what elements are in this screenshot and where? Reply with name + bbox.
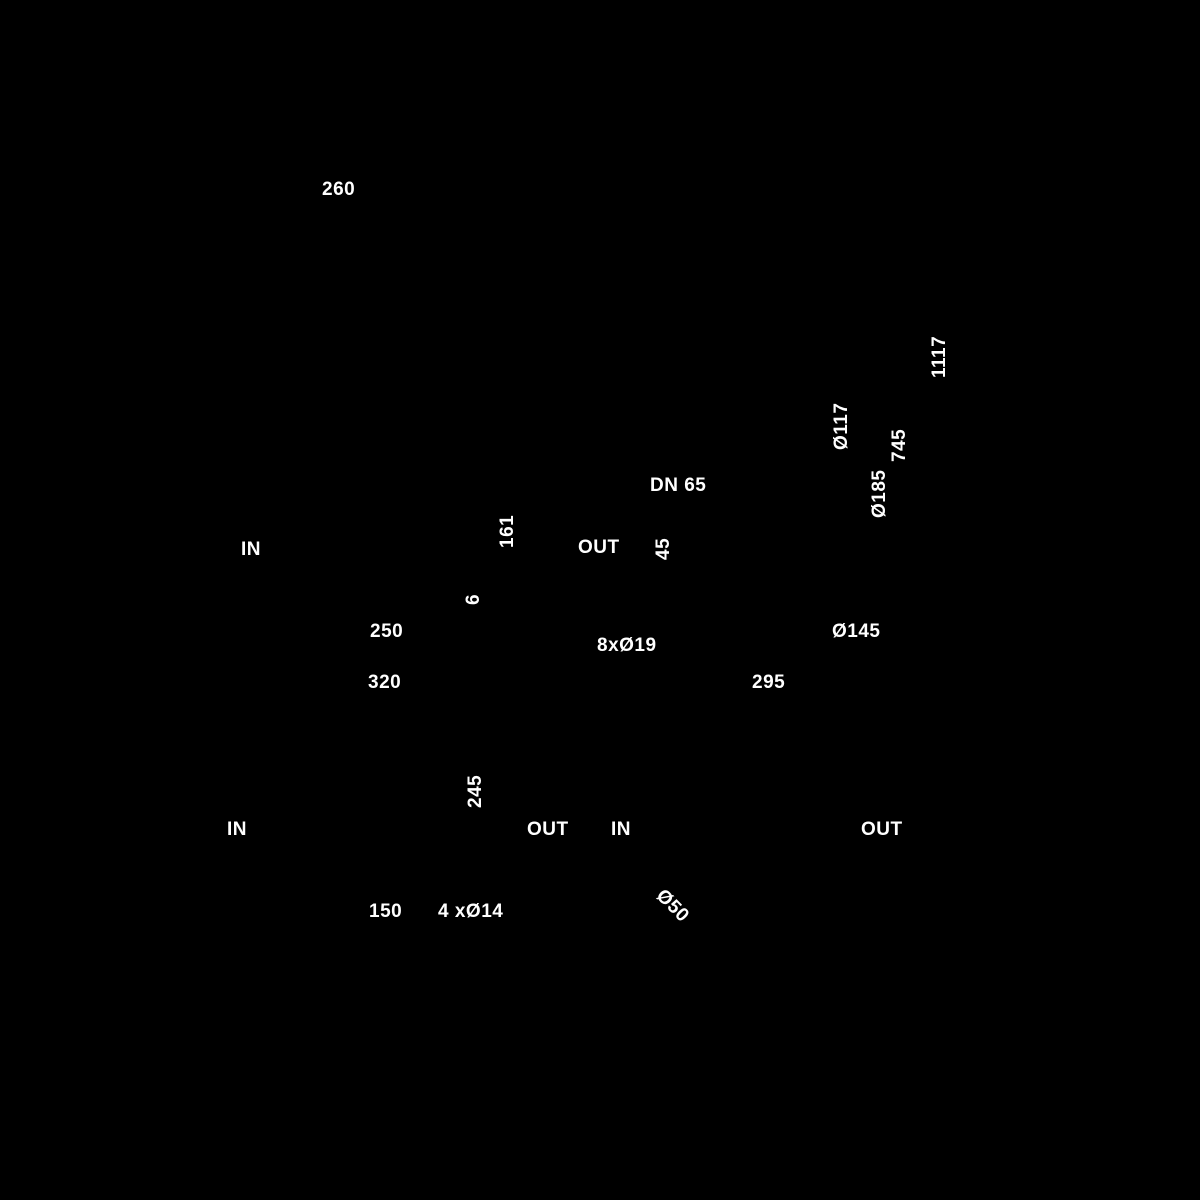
dimension-label: 150 [369,901,403,922]
dimension-label: IN [227,819,247,840]
dimension-label: 745 [889,428,910,462]
dimension-label: OUT [578,537,620,558]
dimension-label: OUT [527,819,569,840]
dimension-label: 161 [497,514,518,548]
dimension-label: 8xØ19 [597,635,657,656]
dimension-label: OUT [861,819,903,840]
dimension-label: 250 [370,621,404,642]
dimension-label: 4 xØ14 [438,901,504,922]
dimension-label: DN 65 [650,475,707,496]
dimension-label: 320 [368,672,402,693]
dimension-label: IN [611,819,631,840]
dimension-label: 45 [653,537,674,560]
dimension-label: Ø117 [831,402,852,450]
dimension-label: 245 [465,774,486,808]
dimension-label: Ø50 [651,885,694,927]
dimension-label: 6 [463,593,484,605]
dimension-label: 295 [752,672,786,693]
dimension-label: Ø145 [832,621,881,642]
dimension-label: 260 [322,179,356,200]
dimension-label: Ø185 [869,469,890,518]
dimension-label: 1117 [929,335,950,378]
dimension-label: IN [241,539,261,560]
